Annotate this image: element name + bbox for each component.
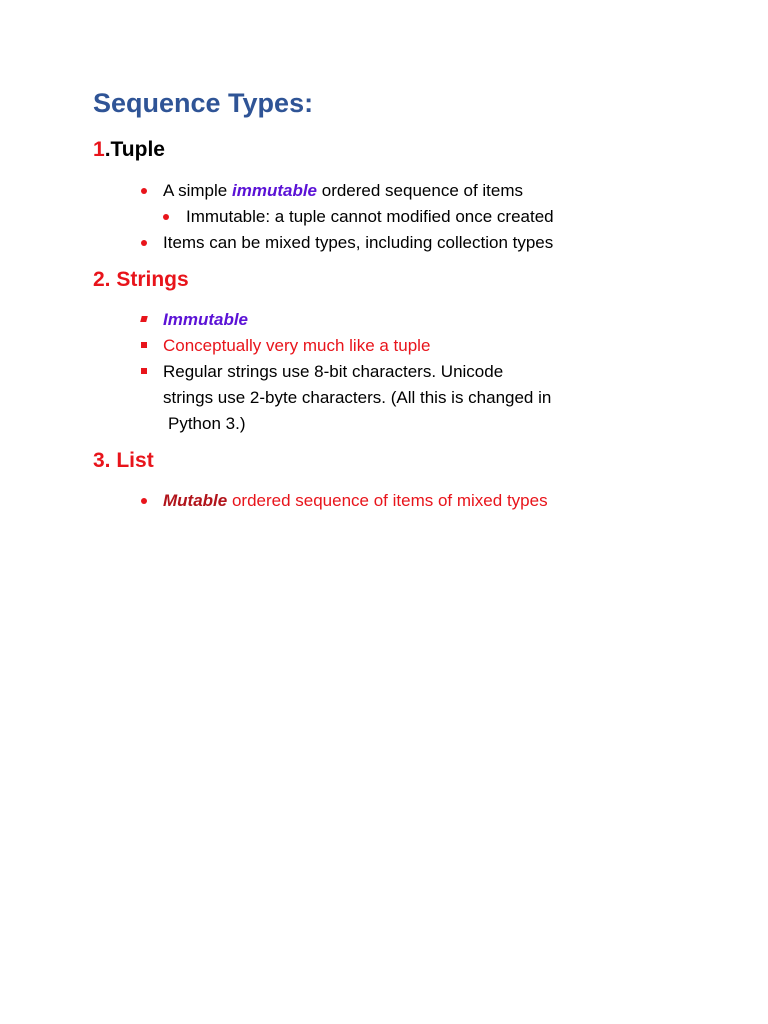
emphasis-text: immutable xyxy=(231,181,318,200)
section-title: .Tuple xyxy=(104,138,165,161)
list-item: Conceptually very much like a tuple xyxy=(163,336,431,355)
bullet-square-icon xyxy=(140,316,148,322)
list-item: A simple immutable ordered sequence of items xyxy=(163,181,524,200)
bullet-dot-icon xyxy=(163,214,169,220)
sub-list-item: Immutable: a tuple cannot modified once created xyxy=(186,207,554,226)
bullet-dot-icon xyxy=(141,240,147,246)
list-item-line: strings use 2-byte characters. (All this is changed in xyxy=(163,388,552,407)
bullet-dot-icon xyxy=(141,498,147,504)
bullet-square-icon xyxy=(141,342,147,348)
list-item-line: Python 3.) xyxy=(168,414,246,433)
emphasis-text: Mutable xyxy=(163,491,228,510)
section-heading-strings: 2. Strings xyxy=(93,268,189,291)
list-item xyxy=(163,307,248,333)
page-title: Sequence Types: xyxy=(93,88,314,118)
bullet-dot-icon xyxy=(141,188,147,194)
list-item: Items can be mixed types, including collection types xyxy=(163,233,554,252)
list-item-line: Regular strings use 8-bit characters. Unicode xyxy=(163,362,504,381)
section-number: 1 xyxy=(93,138,105,161)
section-heading-list: 3. List xyxy=(93,449,154,472)
bullet-square-icon xyxy=(141,368,147,374)
list-item: Mutable ordered sequence of items of mixed types xyxy=(163,491,548,510)
emphasis-text: Immutable xyxy=(163,310,249,329)
section-heading-tuple xyxy=(93,138,165,162)
